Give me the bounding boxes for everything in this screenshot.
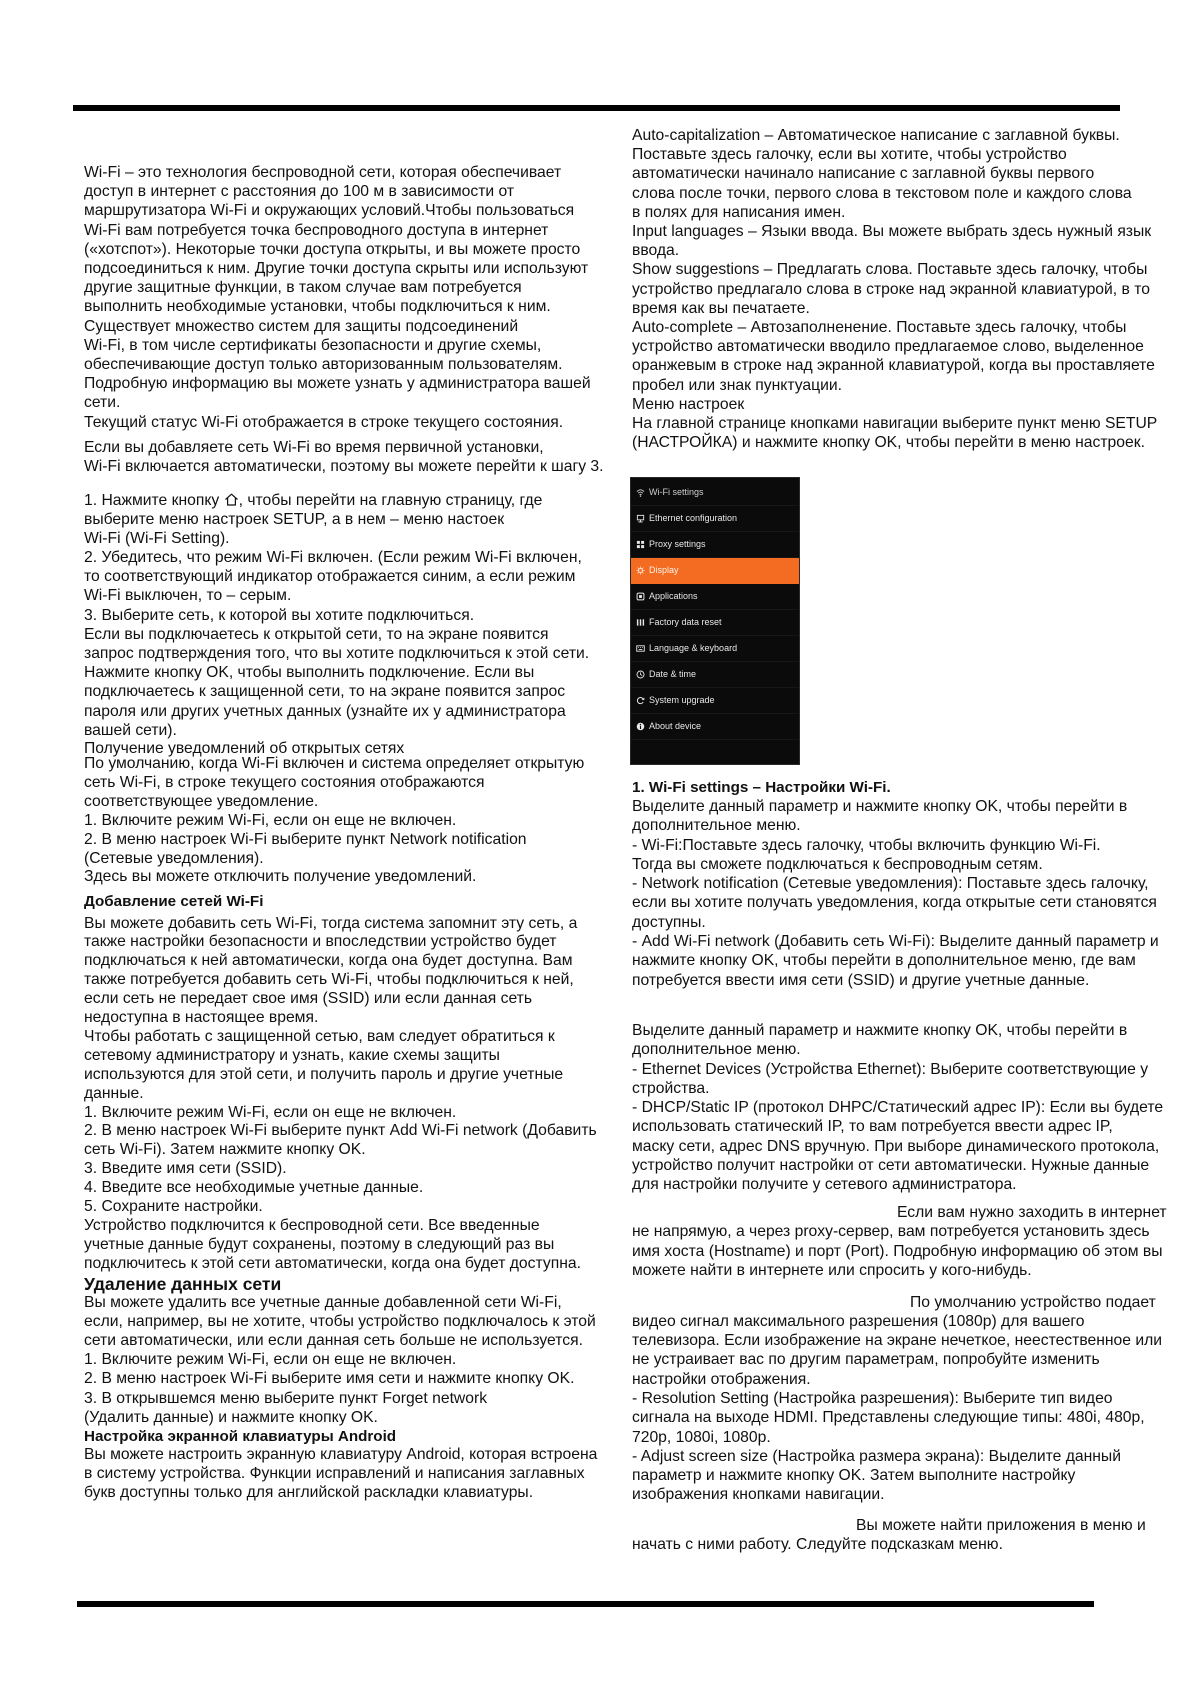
- menu-item-label: About device: [649, 721, 702, 731]
- display-icon: [636, 566, 645, 575]
- menu-item-label: Date & time: [649, 669, 697, 679]
- applications-icon: [636, 592, 645, 601]
- menu-item-label: Ethernet configuration: [649, 513, 738, 523]
- clock-icon: [636, 670, 645, 679]
- menu-item-ethernet-configuration: [631, 506, 799, 532]
- step-1-text-before-icon: 1. Нажмите кнопку: [84, 492, 224, 509]
- add-networks-paragraph: Вы можете добавить сеть Wi-Fi, тогда система запомнит эту сеть, а также настройки безопасности и впоследствии устройство будет подключаться к ней автоматически, когда она будет доступна. Вам также потребуется добавить сеть Wi-Fi, чтобы подключиться к ней, если сеть не передает свое имя (SSID) или если данная сеть недоступна в настоящее время. Чтобы работать с защищенной сетью, вам следует обратиться к сетевому администратору и узнать, какие схемы защиты используются для этой сети, и получить пароль и другие учетные данные. 1. Включите режим Wi-Fi, если он еще не включен. 2. В меню настроек Wi-Fi выберите пункт Add Wi-Fi network (Добавить сеть Wi-Fi). Затем нажмите кнопку OK. 3. Введите имя сети (SSID). 4. Введите все необходимые учетные данные. 5. Сохраните настройки. Устройство подключится к беспроводной сети. Все введенные учетные данные будут сохранены, поэтому в следующий раз вы подключитесь к этой сети автоматически, когда она будет доступна.: [84, 914, 597, 1272]
- setup-note-paragraph: Если вы добавляете сеть Wi-Fi во время первичной установки, Wi-Fi включается автоматически, поэтому вы можете перейти к шагу 3.: [84, 439, 604, 476]
- applications-paragraph: Вы можете найти приложения в меню и начать с ними работу. Следуйте подсказкам меню.: [632, 1516, 1146, 1553]
- menu-item-label: Wi-Fi settings: [649, 487, 704, 497]
- wifi-intro-paragraph: Wi-Fi – это технология беспроводной сети, которая обеспечивает доступ в интернет с расстояния до 100 м в зависимости от маршрутизатора Wi-Fi и окружающих условий.Чтобы пользоваться Wi-Fi вам потребуется точка беспроводного доступа в интернет («хотспот»). Некоторые точки доступа открыты, и вы можете просто подсоединиться к ним. Другие точки доступа скрыты или используют другие защитные функции, в таком случае вам потребуется выполнить необходимые установки, чтобы подключиться к ним. Существует множество систем для защиты подсоединений Wi-Fi, в том числе сертификаты безопасности и другие схемы, обеспечивающие доступ только авторизованным пользователям. Подробную информацию вы можете узнать у администратора вашей сети. Текущий статус Wi-Fi отображается в строке текущего состояния.: [84, 164, 591, 431]
- factory-reset-icon: [636, 618, 645, 627]
- wifi-settings-heading: 1. Wi-Fi settings – Настройки Wi-Fi.: [632, 779, 891, 796]
- display-settings-paragraph: По умолчанию устройство подает видео сигнал максимального разрешения (1080p) для вашего телевизора. Если изображение на экране нечеткое, неестественное или не устраивает вас по другим параметрам, попробуйте изменить настройки отображения. - Resolution Setting (Настройка разрешения): Выберите тип видео сигнала на выходе HDMI. Представлены следующие типы: 480i, 480p, 720p, 1080i, 1080p. - Adjust screen size (Настройка размера экрана): Выделите данный параметр и нажмите кнопку OK. Затем выполните настройку изображения кнопками навигации.: [632, 1293, 1163, 1504]
- remove-network-heading: Удаление данных сети: [84, 1274, 282, 1294]
- system-upgrade-icon: [636, 696, 645, 705]
- notifications-paragraph: По умолчанию, когда Wi-Fi включен и система определяет открытую сеть Wi-Fi, в строке текущего состояния отображаются соответствующее уведомление. 1. Включите режим Wi-Fi, если он еще не включен. 2. В меню настроек Wi-Fi выберите пункт Network notification (Сетевые уведомления). Здесь вы можете отключить получение уведомлений.: [84, 755, 585, 886]
- wifi-icon: [636, 488, 645, 497]
- home-icon: [224, 493, 239, 506]
- step-1-line: [84, 491, 542, 510]
- menu-item-display: [631, 558, 799, 584]
- settings-menu-screenshot: [630, 477, 800, 765]
- add-networks-heading: Добавление сетей Wi-Fi: [84, 893, 264, 910]
- step-1-text-after-icon: , чтобы перейти на главную страницу, где: [238, 492, 543, 509]
- menu-item-label: Display: [649, 565, 679, 575]
- menu-item-language-keyboard: [631, 636, 799, 662]
- menu-item-label: Language & keyboard: [649, 643, 738, 653]
- menu-item-date-time: [631, 662, 799, 688]
- menu-item-proxy-settings: [631, 532, 799, 558]
- wifi-settings-paragraph: Выделите данный параметр и нажмите кнопку OK, чтобы перейти в дополнительное меню. - Wi-Fi:Поставьте здесь галочку, чтобы включить функцию Wi-Fi. Тогда вы сможете подключаться к беспроводным сетям. - Network notification (Сетевые уведомления): Поставьте здесь галочку, если вы хотите получать уведомления, когда открытые сети становятся доступны. - Add Wi-Fi network (Добавить сеть Wi-Fi): Выделите данный параметр и нажмите кнопку OK, чтобы перейти в дополнительное меню, где вам потребуется ввести имя сети (SSID) и другие учетные данные.: [632, 798, 1159, 989]
- connect-steps-list: выберите меню настроек SETUP, а в нем – меню настоек Wi-Fi (Wi-Fi Setting). 2. Убедитесь, что режим Wi-Fi включен. (Если режим Wi-Fi включен, то соответствующий индикатор отображается синим, а если режим Wi-Fi выключен, то – серым. 3. Выберите сеть, к которой вы хотите подключиться. Если вы подключаетесь к открытой сети, то на экране появится запрос подтверждения того, что вы хотите подключиться к этой сети. Нажмите кнопку OK, чтобы выполнить подключение. Если вы подключаетесь к защищенной сети, то на экране появится запрос пароля или других учетных данных (узнайте их у администратора вашей сети).: [84, 510, 590, 739]
- bottom-rule: [77, 1601, 1094, 1607]
- menu-item-label: Factory data reset: [649, 617, 722, 627]
- notifications-subheading: Получение уведомлений об открытых сетях: [84, 740, 405, 757]
- ethernet-icon: [636, 514, 645, 523]
- menu-item-label: Applications: [649, 591, 698, 601]
- info-icon: [636, 722, 645, 731]
- menu-item-wifi-settings: [631, 480, 799, 506]
- menu-item-factory-data-reset: [631, 610, 799, 636]
- proxy-settings-paragraph: Если вам нужно заходить в интернет не напрямую, а через proxy-сервер, вам потребуется установить здесь имя хоста (Hostname) и порт (Port). Подробную информацию об этом вы можете найти в интернете или спросить у кого-нибудь.: [632, 1204, 1167, 1280]
- menu-item-about-device: [631, 714, 799, 740]
- menu-item-system-upgrade: [631, 688, 799, 714]
- keyboard-options-paragraph: Auto-capitalization – Автоматическое написание с заглавной буквы. Поставьте здесь галочку, если вы хотите, чтобы устройство автоматически начинало написание с заглавной буквы первого слова после точки, первого слова в текстовом поле и каждого слова в полях для написания имен. Input languages – Языки ввода. Вы можете выбрать здесь нужный язык ввода. Show suggestions – Предлагать слова. Поставьте здесь галочку, чтобы устройство предлагало слова в строке над экранной клавиатурой, в то время как вы печатаете. Auto-complete – Автозаполненение. Поставьте здесь галочку, чтобы устройство автоматически вводило предлагаемое слово, выделенное оранжевым в строке над экранной клавиатурой, когда вы проставляете пробел или знак пунктуации. Меню настроек На главной странице кнопками навигации выберите пункт меню SETUP (НАСТРОЙКА) и нажмите кнопку OK, чтобы перейти в меню настроек.: [632, 127, 1158, 452]
- proxy-icon: [636, 540, 645, 549]
- menu-item-label: System upgrade: [649, 695, 715, 705]
- remove-network-paragraph: Вы можете удалить все учетные данные добавленной сети Wi-Fi, если, например, вы не хотите, чтобы устройство подключалось к этой сети автоматически, или если данная сеть больше не используется. 1. Включите режим Wi-Fi, если он еще не включен. 2. В меню настроек Wi-Fi выберите имя сети и нажмите кнопку OK. 3. В открывшемся меню выберите пункт Forget network (Удалить данные) и нажмите кнопку OK.: [84, 1293, 596, 1426]
- top-rule: [73, 105, 1120, 111]
- keyboard-setup-heading: Настройка экранной клавиатуры Android: [84, 1428, 397, 1445]
- menu-item-label: Proxy settings: [649, 539, 706, 549]
- ethernet-settings-paragraph: Выделите данный параметр и нажмите кнопку OK, чтобы перейти в дополнительное меню. - Ethernet Devices (Устройства Ethernet): Выберите соответствующие у стройства. - DHCP/Static IP (протокол DHPC/Статический адрес IP): Если вы будете использовать статический IP, то вам потребуется ввести адрес IP, маску сети, адрес DNS вручную. При выборе динамического протокола, устройство получит настройки от сети автоматически. Нужные данные для настройки получите у сетевого администратора.: [632, 1022, 1164, 1193]
- keyboard-icon: [636, 644, 645, 653]
- menu-item-applications: [631, 584, 799, 610]
- keyboard-setup-paragraph: Вы можете настроить экранную клавиатуру Android, которая встроена в систему устройства. Функции исправлений и написания заглавных букв доступны только для английской раскладки клавиатуры.: [84, 1445, 598, 1502]
